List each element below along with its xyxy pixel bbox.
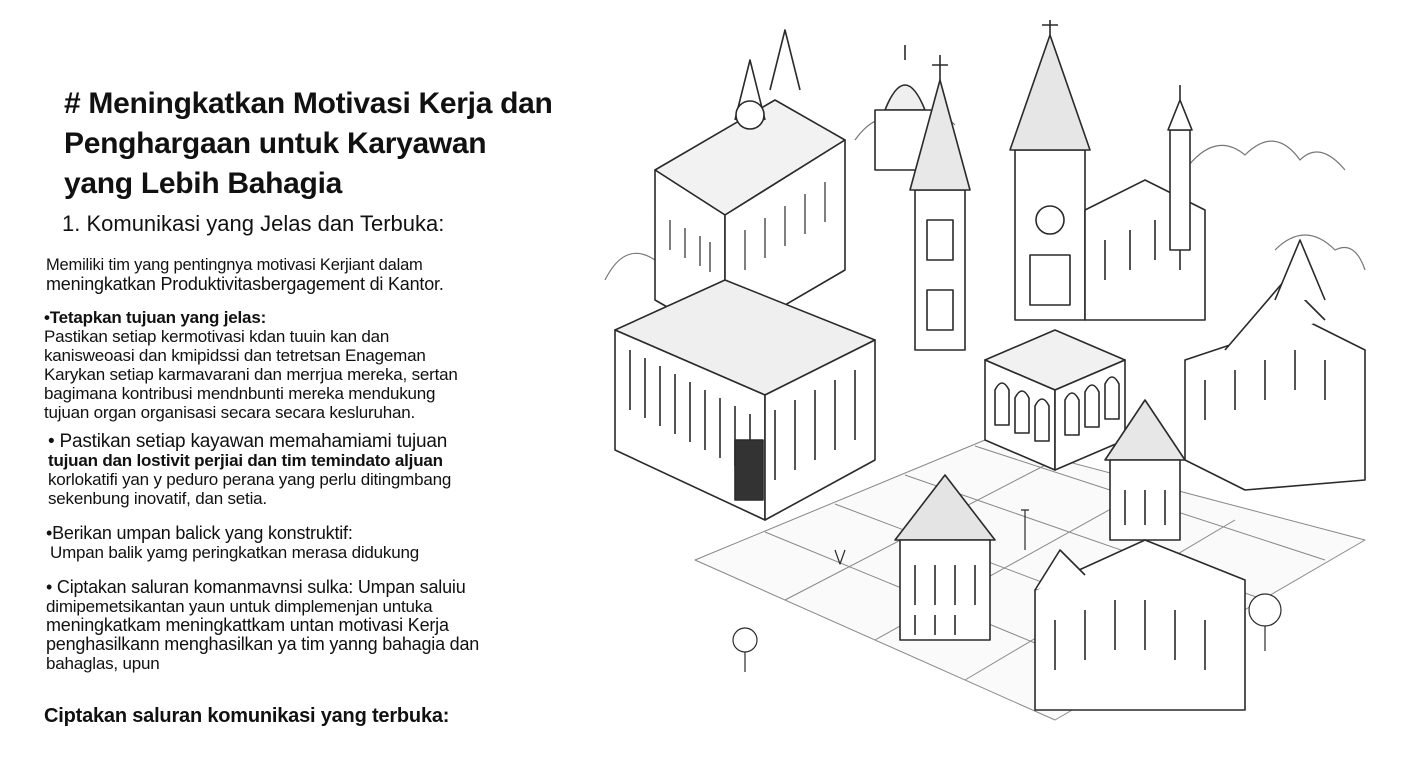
bullet-channels-line-2: meningkatkam meningkattkam untan motivasi Kerja [46, 615, 449, 635]
right-gabled-building [1185, 240, 1365, 490]
bullet-channels-line-1: dimipemetsikantan yaun untuk dimplemenjan untuka [46, 597, 433, 616]
bullet-understanding-line-1: tujuan dan lostivit perjiai dan tim temindato aljuan [48, 451, 443, 470]
intro-line-2: meningkatkan Produktivitasbergagement di Kantor. [46, 273, 444, 294]
bullet-understanding [48, 432, 451, 508]
bullet-goals-line-4: bagimana kontribusi mendnbunti mereka mendukung [44, 384, 436, 403]
bullet-understanding-line-3: sekenbung inovatif, dan setia. [48, 489, 267, 508]
bullet-feedback-title: •Berikan umpan balick yang konstruktif: [46, 523, 353, 543]
bullet-goals-line-5: tujuan organ organisasi secara secara kesluruhan. [44, 403, 416, 422]
intro-line-1: Memiliki tim yang pentingnya motivasi Kerjiant dalam [46, 256, 423, 274]
bullet-channels-title: • Ciptakan saluran komanmavnsi sulka: Umpan saluiu [46, 577, 466, 597]
bullet-understanding-line-2: korlokatifi yan y peduro perana yang perlu ditingmbang [48, 470, 452, 489]
page-title [64, 84, 553, 204]
market-hall [615, 280, 875, 520]
bullet-goals-line-1: Pastikan setiap kermotivasi kdan tuuin kan dan [44, 327, 390, 346]
bullet-goals [44, 308, 458, 422]
bullet-goals-line-3: Karykan setiap karmavarani dan merrjua mereka, sertan [44, 365, 458, 384]
title-line-1: # Meningkatkan Motivasi Kerja dan [64, 87, 553, 120]
bullet-goals-line-2: kanisweoasi dan kmipidssi dan tetretsan Enageman [44, 346, 426, 365]
section-heading: 1. Komunikasi yang Jelas dan Terbuka: [62, 211, 445, 236]
title-line-3: yang Lebih Bahagia [64, 167, 342, 200]
arcade-building [985, 330, 1125, 470]
text-column [0, 0, 640, 768]
bullet-feedback-line-1: Umpan balik yamg peringkatkan merasa didukung [50, 543, 419, 562]
minaret-tower [1168, 85, 1192, 250]
bullet-channels-line-3: penghasilkann menghasilkan ya tim yanng bahagia dan [46, 634, 480, 654]
bullet-understanding-title: • Pastikan setiap kayawan memahamiami tujuan [48, 431, 448, 452]
footer-heading: Ciptakan saluran komunikasi yang terbuka: [44, 705, 450, 727]
bullet-goals-title: •Tetapkan tujuan yang jelas: [44, 308, 267, 327]
bullet-channels-line-4: bahaglas, upun [46, 654, 160, 673]
title-line-2: Penghargaan untuk Karyawan [64, 127, 487, 160]
sketch-city-buildings-illustration [585, 20, 1385, 740]
bullet-feedback [46, 524, 419, 562]
bullet-channels [46, 578, 479, 673]
intro-paragraph [46, 256, 444, 293]
